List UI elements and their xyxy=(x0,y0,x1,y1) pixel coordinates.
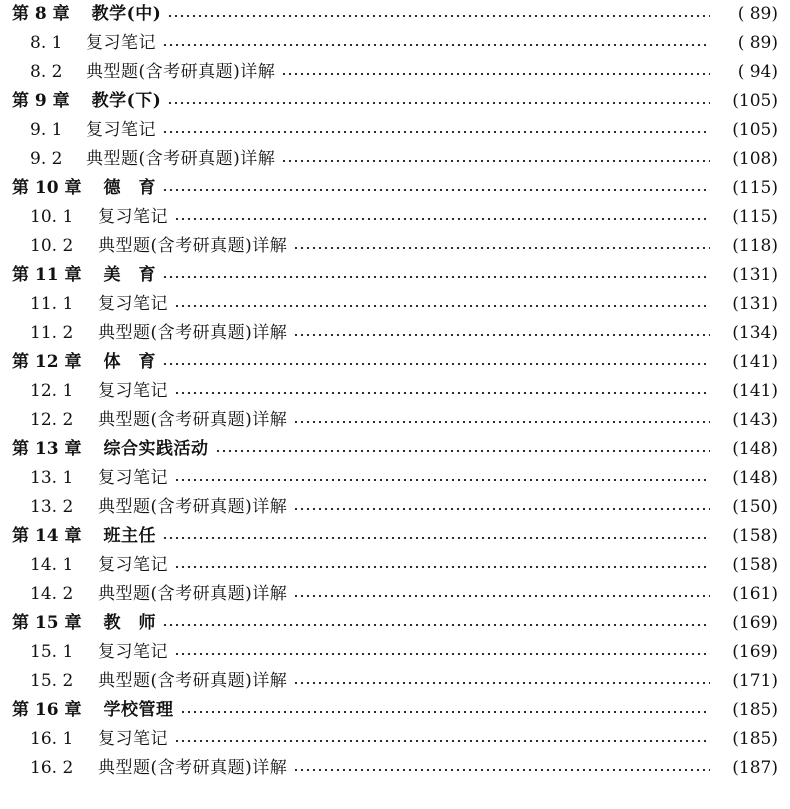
page-number: (148) xyxy=(732,439,778,459)
chapter-title: 学校管理 xyxy=(103,700,174,720)
dot-leader xyxy=(174,740,710,742)
toc-section-row[interactable] xyxy=(0,29,790,58)
dot-leader xyxy=(174,479,710,481)
toc-chapter-row[interactable] xyxy=(0,0,790,29)
page-number: (143) xyxy=(732,410,778,430)
dot-leader xyxy=(293,334,710,336)
section-title: 复习笔记 xyxy=(98,294,168,314)
dot-leader xyxy=(281,160,710,162)
section-number: 9. 2 xyxy=(30,149,63,169)
page-number: ( 89) xyxy=(737,33,778,53)
chapter-title: 综合实践活动 xyxy=(103,439,209,459)
page-number: (169) xyxy=(732,642,778,662)
section-number: 12. 2 xyxy=(30,410,74,430)
page-number: (185) xyxy=(732,700,778,720)
section-number: 12. 1 xyxy=(30,381,74,401)
toc-section-row[interactable] xyxy=(0,493,790,522)
toc-chapter-row[interactable] xyxy=(0,87,790,116)
chapter-title: 班主任 xyxy=(103,526,156,546)
dot-leader xyxy=(174,653,710,655)
page-number: (131) xyxy=(732,294,778,314)
chapter-number: 第 15 章 xyxy=(12,613,82,633)
section-title: 复习笔记 xyxy=(98,207,168,227)
chapter-title: 教学(中) xyxy=(91,4,162,24)
page-number: (148) xyxy=(732,468,778,488)
toc-section-row[interactable] xyxy=(0,145,790,174)
dot-leader xyxy=(215,450,711,452)
section-number: 16. 1 xyxy=(30,729,74,749)
chapter-number: 第 8 章 xyxy=(12,4,70,24)
section-number: 14. 1 xyxy=(30,555,74,575)
dot-leader xyxy=(174,218,710,220)
section-title: 复习笔记 xyxy=(86,120,156,140)
toc-chapter-row[interactable] xyxy=(0,348,790,377)
section-title: 典型题(含考研真题)详解 xyxy=(98,236,288,256)
toc-section-row[interactable] xyxy=(0,406,790,435)
chapter-number: 第 13 章 xyxy=(12,439,82,459)
dot-leader xyxy=(174,392,710,394)
page-number: (105) xyxy=(732,120,778,140)
section-number: 13. 1 xyxy=(30,468,74,488)
dot-leader xyxy=(293,247,710,249)
chapter-title: 教学(下) xyxy=(91,91,162,111)
dot-leader xyxy=(162,537,710,539)
toc-section-row[interactable] xyxy=(0,377,790,406)
section-title: 典型题(含考研真题)详解 xyxy=(98,410,288,430)
section-title: 典型题(含考研真题)详解 xyxy=(98,758,288,778)
toc-chapter-row[interactable] xyxy=(0,435,790,464)
section-number: 11. 2 xyxy=(30,323,74,343)
section-number: 14. 2 xyxy=(30,584,74,604)
dot-leader xyxy=(162,131,710,133)
section-number: 9. 1 xyxy=(30,120,63,140)
page-number: (118) xyxy=(732,236,778,256)
dot-leader xyxy=(162,44,710,46)
toc-section-row[interactable] xyxy=(0,464,790,493)
section-title: 复习笔记 xyxy=(98,642,168,662)
page-number: (150) xyxy=(732,497,778,517)
toc-section-row[interactable] xyxy=(0,754,790,783)
page-number: (141) xyxy=(732,381,778,401)
dot-leader xyxy=(162,624,710,626)
section-title: 复习笔记 xyxy=(98,468,168,488)
page-number: (141) xyxy=(732,352,778,372)
section-number: 16. 2 xyxy=(30,758,74,778)
page-number: ( 89) xyxy=(737,4,778,24)
page-number: (115) xyxy=(732,207,778,227)
toc-section-row[interactable] xyxy=(0,58,790,87)
section-title: 复习笔记 xyxy=(98,555,168,575)
section-title: 复习笔记 xyxy=(98,381,168,401)
section-title: 典型题(含考研真题)详解 xyxy=(98,584,288,604)
page-number: (115) xyxy=(732,178,778,198)
toc-section-row[interactable] xyxy=(0,580,790,609)
page-number: (131) xyxy=(732,265,778,285)
section-number: 10. 1 xyxy=(30,207,74,227)
chapter-title: 教 师 xyxy=(103,613,156,633)
page-number: (185) xyxy=(732,729,778,749)
page-number: (105) xyxy=(732,91,778,111)
dot-leader xyxy=(180,711,711,713)
section-title: 复习笔记 xyxy=(98,729,168,749)
section-title: 典型题(含考研真题)详解 xyxy=(86,149,276,169)
chapter-number: 第 12 章 xyxy=(12,352,82,372)
page-number: (158) xyxy=(732,555,778,575)
chapter-title: 体 育 xyxy=(103,352,156,372)
chapter-number: 第 16 章 xyxy=(12,700,82,720)
chapter-number: 第 9 章 xyxy=(12,91,70,111)
dot-leader xyxy=(174,566,710,568)
chapter-number: 第 14 章 xyxy=(12,526,82,546)
section-number: 8. 1 xyxy=(30,33,63,53)
page-number: (108) xyxy=(732,149,778,169)
toc-section-row[interactable] xyxy=(0,116,790,145)
section-title: 典型题(含考研真题)详解 xyxy=(98,671,288,691)
dot-leader xyxy=(174,305,710,307)
dot-leader xyxy=(293,682,710,684)
toc-section-row[interactable] xyxy=(0,232,790,261)
section-title: 典型题(含考研真题)详解 xyxy=(98,323,288,343)
toc-chapter-row[interactable] xyxy=(0,174,790,203)
page-number: (158) xyxy=(732,526,778,546)
chapter-number: 第 10 章 xyxy=(12,178,82,198)
toc-chapter-row[interactable] xyxy=(0,696,790,725)
section-number: 10. 2 xyxy=(30,236,74,256)
chapter-number: 第 11 章 xyxy=(12,265,82,285)
dot-leader xyxy=(167,15,710,17)
chapter-title: 德 育 xyxy=(103,178,156,198)
toc-section-row[interactable] xyxy=(0,290,790,319)
toc-section-row[interactable] xyxy=(0,203,790,232)
toc-section-row[interactable] xyxy=(0,667,790,696)
dot-leader xyxy=(162,276,710,278)
section-title: 典型题(含考研真题)详解 xyxy=(86,62,276,82)
page-number: (187) xyxy=(732,758,778,778)
section-number: 15. 1 xyxy=(30,642,74,662)
page-number: ( 94) xyxy=(737,62,778,82)
toc-chapter-row[interactable] xyxy=(0,261,790,290)
toc-section-row[interactable] xyxy=(0,638,790,667)
section-number: 13. 2 xyxy=(30,497,74,517)
page-number: (169) xyxy=(732,613,778,633)
section-number: 11. 1 xyxy=(30,294,74,314)
dot-leader xyxy=(162,189,710,191)
page-number: (171) xyxy=(732,671,778,691)
section-number: 8. 2 xyxy=(30,62,63,82)
page-number: (134) xyxy=(732,323,778,343)
section-title: 复习笔记 xyxy=(86,33,156,53)
chapter-title: 美 育 xyxy=(103,265,156,285)
dot-leader xyxy=(293,421,710,423)
toc-chapter-row[interactable] xyxy=(0,522,790,551)
dot-leader xyxy=(293,595,710,597)
dot-leader xyxy=(167,102,710,104)
dot-leader xyxy=(162,363,710,365)
dot-leader xyxy=(293,508,710,510)
dot-leader xyxy=(281,73,710,75)
toc-section-row[interactable] xyxy=(0,551,790,580)
toc-chapter-row[interactable] xyxy=(0,609,790,638)
toc-section-row[interactable] xyxy=(0,319,790,348)
page-number: (161) xyxy=(732,584,778,604)
section-number: 15. 2 xyxy=(30,671,74,691)
section-title: 典型题(含考研真题)详解 xyxy=(98,497,288,517)
toc-section-row[interactable] xyxy=(0,725,790,754)
dot-leader xyxy=(293,769,710,771)
